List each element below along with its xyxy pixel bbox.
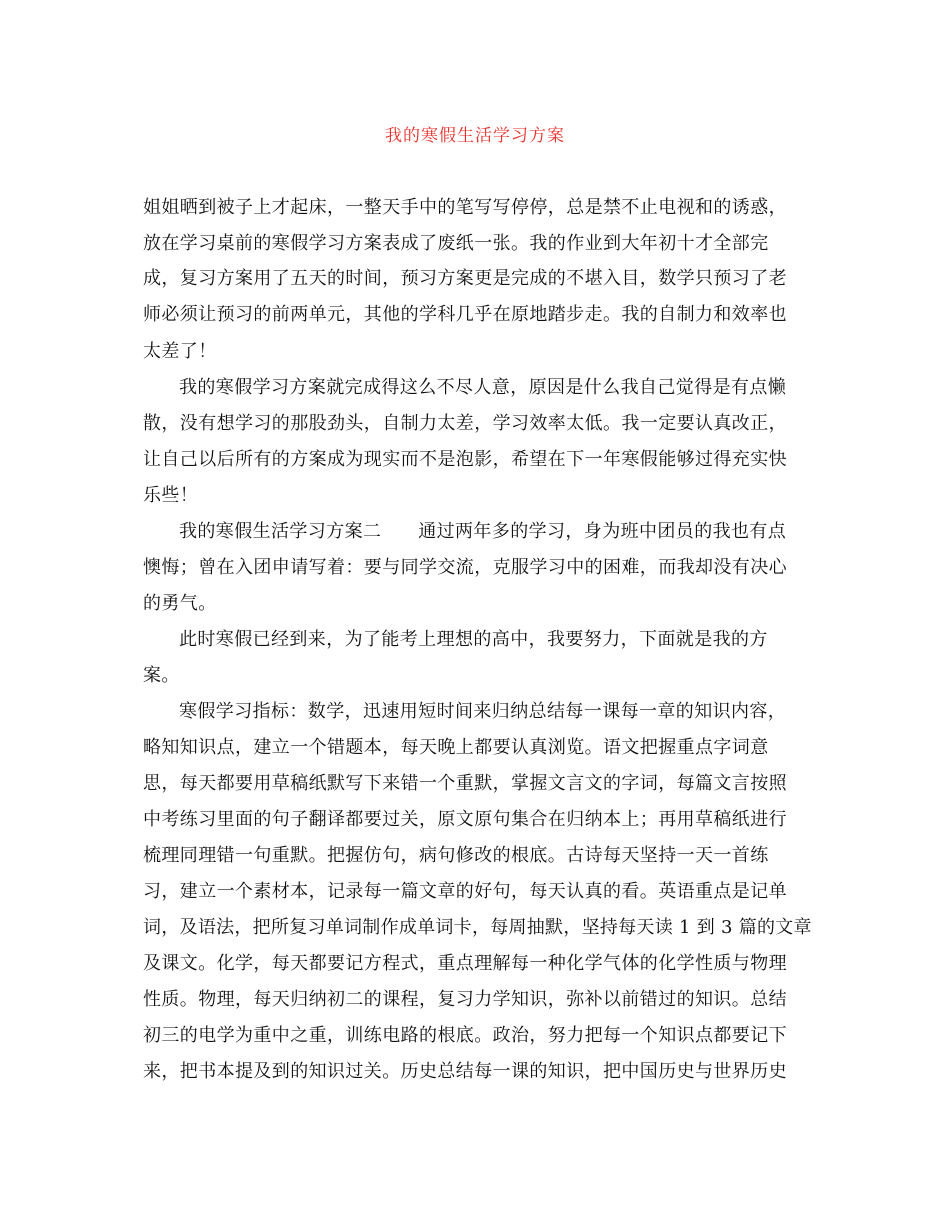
text-line: 梳理同理错一句重默。把握仿句，病句修改的根底。古诗每天坚持一天一首练 [143,845,769,866]
text-line: 略知知识点，建立一个错题本，每天晚上都要认真浏览。语文把握重点字词意 [143,737,769,758]
text-line: 成，复习方案用了五天的时间，预习方案更是完成的不堪入目，数学只预习了老 [143,268,787,289]
text-line: 词，及语法，把所复习单词制作成单词卡，每周抽默，坚持每天读 1 到 3 篇的文章 [143,917,812,938]
text-line: 我的寒假生活学习方案二 通过两年多的学习，身为班中团员的我也有点 [179,521,787,542]
text-line: 及课文。化学，每天都要记方程式，重点理解每一种化学气体的化学性质与物理 [143,953,787,974]
text-line: 中考练习里面的句子翻译都要过关，原文原句集合在归纳本上；再用草稿纸进行 [143,809,787,830]
text-line: 案。 [143,665,180,686]
text-line: 师必须让预习的前两单元，其他的学科几乎在原地踏步走。我的自制力和效率也 [143,304,787,325]
text-line: 性质。物理，每天归纳初二的课程，复习力学知识，弥补以前错过的知识。总结 [143,989,787,1010]
text-line: 寒假学习指标：数学，迅速用短时间来归纳总结每一课每一章的知识内容， [179,701,787,722]
text-line: 让自己以后所有的方案成为现实而不是泡影，希望在下一年寒假能够过得充实快 [143,449,787,470]
text-line: 太差了！ [143,341,217,362]
text-line: 初三的电学为重中之重，训练电路的根底。政治，努力把每一个知识点都要记下 [143,1025,787,1046]
text-line: 习，建立一个素材本，记录每一篇文章的好句，每天认真的看。英语重点是记单 [143,881,787,902]
text-line: 思，每天都要用草稿纸默写下来错一个重默，掌握文言文的字词，每篇文言按照 [143,773,787,794]
text-line: 乐些！ [143,485,199,506]
text-line: 的勇气。 [143,593,217,614]
text-line: 散，没有想学习的那股劲头，自制力太差，学习效率太低。我一定要认真改正， [143,413,787,434]
text-line: 懊悔；曾在入团申请写着：要与同学交流，克服学习中的困难，而我却没有决心 [143,557,787,578]
document-title: 我的寒假生活学习方案 [385,126,565,146]
text-line: 我的寒假学习方案就完成得这么不尽人意，原因是什么我自己觉得是有点懒 [179,377,787,398]
text-line: 此时寒假已经到来，为了能考上理想的高中，我要努力，下面就是我的方 [179,629,768,650]
text-line: 姐姐晒到被子上才起床，一整天手中的笔写写停停，总是禁不止电视和的诱惑， [143,197,787,218]
text-line: 来，把书本提及到的知识过关。历史总结每一课的知识，把中国历史与世界历史 [143,1061,787,1082]
text-line: 放在学习桌前的寒假学习方案表成了废纸一张。我的作业到大年初十才全部完 [143,233,769,254]
